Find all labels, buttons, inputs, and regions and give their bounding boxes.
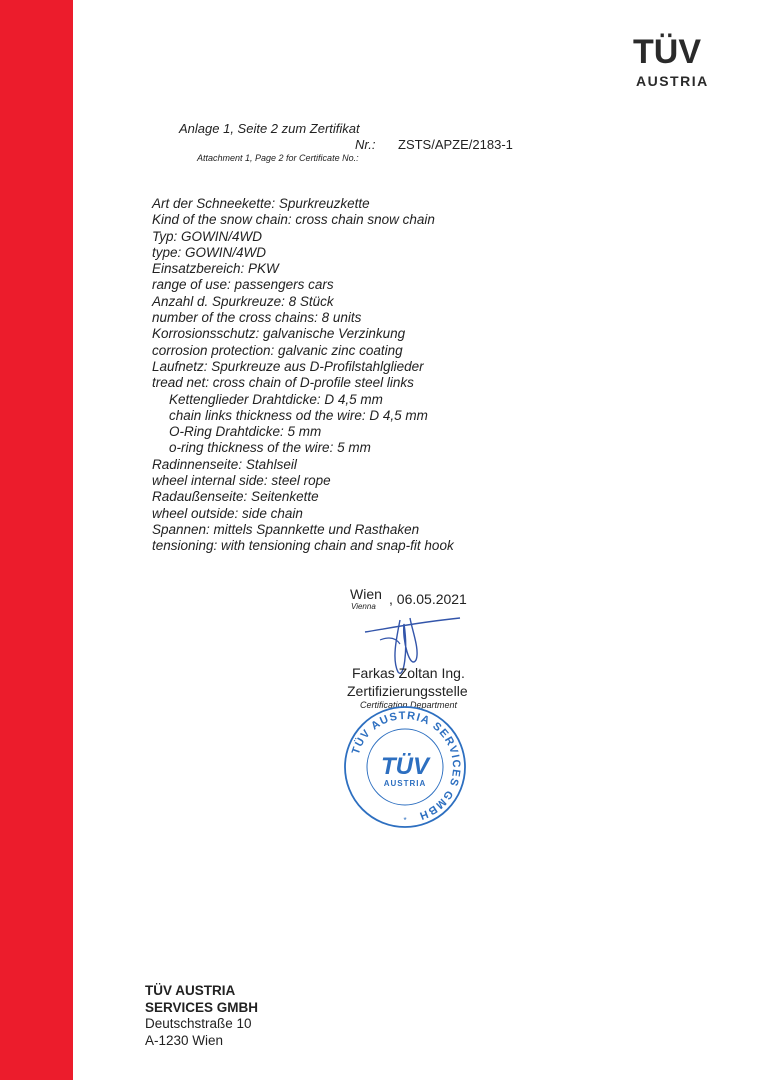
spec-line: type: GOWIN/4WD — [152, 244, 267, 260]
spec-line: Korrosionsschutz: galvanische Verzinkung — [152, 326, 406, 342]
spec-line: o-ring thickness of the wire: 5 mm — [169, 440, 371, 456]
logo-brand: TÜV — [633, 33, 701, 71]
spec-line: chain links thickness od the wire: D 4,5 mm — [169, 407, 428, 423]
svg-text:TÜV AUSTRIA SERVICES GMBH: TÜV AUSTRIA SERVICES GMBH — [349, 709, 463, 822]
company-name-line1: TÜV AUSTRIA — [145, 983, 236, 998]
company-address — [145, 983, 258, 1049]
spec-line: Typ: GOWIN/4WD — [152, 228, 262, 244]
official-seal — [340, 702, 470, 832]
red-side-bar — [0, 0, 73, 1080]
spec-line: Art der Schneekette: Spurkreuzkette — [152, 196, 370, 211]
certificate-number: ZSTS/APZE/2183-1 — [398, 137, 513, 152]
svg-text:*: * — [403, 816, 407, 825]
spec-line: tread net: cross chain of D-profile steel links — [152, 375, 414, 391]
svg-text:TÜV: TÜV — [381, 753, 429, 780]
spec-list — [152, 196, 454, 555]
certificate-nr-label: Nr.: — [355, 137, 376, 152]
signatory-department-en: Certification Department — [360, 700, 458, 710]
spec-line: O-Ring Drahtdicke: 5 mm — [169, 424, 322, 440]
spec-line: Radaußenseite: Seitenkette — [152, 489, 319, 505]
spec-line: Anzahl d. Spurkreuze: 8 Stück — [152, 293, 334, 309]
company-city: A-1230 Wien — [145, 1032, 224, 1048]
spec-line: tensioning: with tensioning chain and snap-fit hook — [152, 538, 454, 554]
spec-line: Einsatzbereich: PKW — [152, 261, 279, 277]
spec-line: wheel outside: side chain — [152, 505, 303, 521]
place-de: Wien — [350, 586, 382, 602]
company-street: Deutschstraße 10 — [145, 1016, 252, 1031]
spec-line: range of use: passengers cars — [152, 277, 334, 293]
signatory-department: Zertifizierungsstelle — [347, 683, 468, 699]
spec-line: corrosion protection: galvanic zinc coating — [152, 342, 403, 358]
spec-line: Radinnenseite: Stahlseil — [152, 456, 297, 472]
spec-line: number of the cross chains: 8 units — [152, 310, 362, 326]
spec-line: wheel internal side: steel rope — [152, 473, 331, 489]
place-en: Vienna — [351, 602, 376, 611]
spec-line: Laufnetz: Spurkreuze aus D-Profilstahlglieder — [152, 358, 424, 374]
spec-line: Kind of the snow chain: cross chain snow chain — [152, 212, 435, 228]
company-name-line2: SERVICES GMBH — [145, 999, 259, 1015]
signatory-name: Farkas Zoltan Ing. — [352, 665, 465, 681]
svg-text:AUSTRIA: AUSTRIA — [383, 779, 427, 788]
spec-line: Kettenglieder Drahtdicke: D 4,5 mm — [169, 391, 383, 407]
logo-country: AUSTRIA — [636, 73, 709, 89]
spec-line: Spannen: mittels Spannkette und Rasthaken — [152, 521, 420, 537]
attachment-line-de: Anlage 1, Seite 2 zum Zertifikat — [179, 121, 360, 136]
tuv-austria-logo — [633, 33, 733, 93]
issue-date: , 06.05.2021 — [389, 591, 467, 607]
attachment-line-en: Attachment 1, Page 2 for Certificate No.: — [197, 153, 359, 163]
